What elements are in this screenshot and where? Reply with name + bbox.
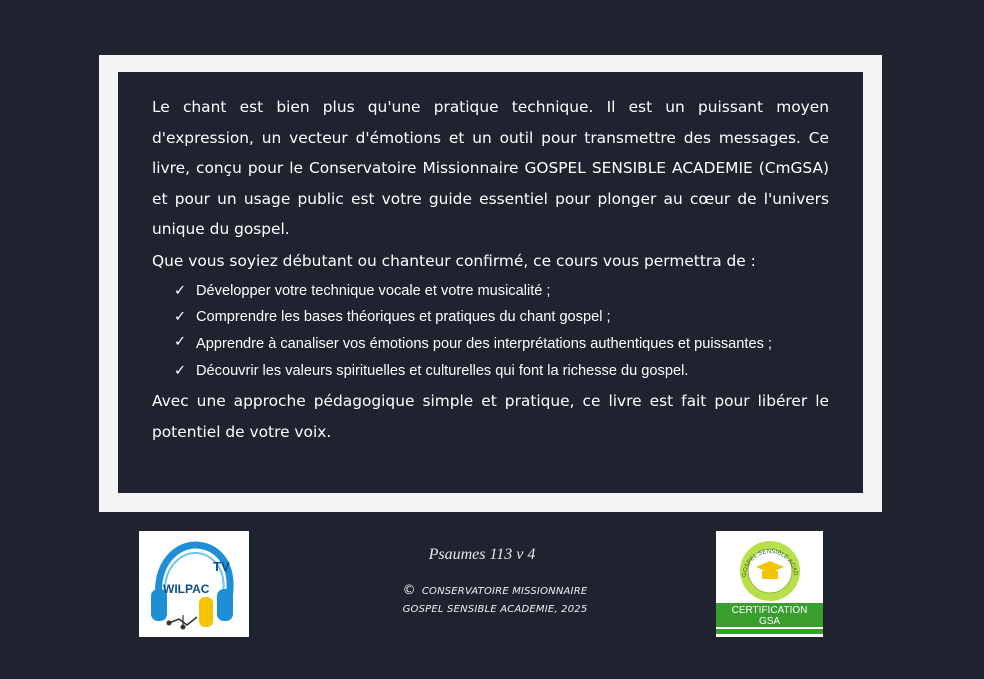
list-item: [174, 278, 829, 304]
headphones-icon: [139, 531, 249, 637]
seal-arc-text: GOSPEL SENSIBLE ACAD: [741, 548, 799, 578]
copyright-line-1: CONSERVATOIRE MISSIONNAIRE: [421, 586, 588, 597]
list-item: [174, 358, 829, 384]
wilpac-tv-logo: [139, 531, 249, 637]
copyright-line-2: GOSPEL SENSIBLE ACADEMIE, 2025: [402, 604, 588, 615]
list-item-text: Découvrir les valeurs spirituelles et culturelles qui font la richesse du gospel.: [196, 363, 689, 379]
logo-badge: TV: [213, 559, 230, 574]
list-item-text: Apprendre à canaliser vos émotions pour des interprétations authentiques et puissantes ;: [196, 336, 772, 352]
intro-paragraph: Le chant est bien plus qu'une pratique technique. Il est un puissant moyen d'expression, un vecteur d'émotions et un outil pour transmettre des messages. Ce livre, conçu pour le Conservatoire Missionnaire GOSPEL SENSIBLE ACADEMIE (CmGSA) et pour un usage public est votre guide essentiel pour plonger au cœur de l'univers unique du gospel.: [152, 98, 829, 238]
outro-paragraph: Avec une approche pédagogique simple et pratique, ce livre est fait pour libérer le potentiel de votre voix.: [152, 392, 829, 441]
cert-line-2: GSA: [758, 616, 781, 627]
list-item: [174, 304, 829, 330]
copyright-notice: [350, 582, 640, 619]
scripture-reference: Psaumes 113 v 4: [428, 546, 536, 563]
check-icon: ✓: [174, 309, 187, 325]
list-item: [174, 330, 829, 358]
copyright-icon: ©: [402, 583, 416, 598]
list-item-text: Développer votre technique vocale et votre musicalité ;: [196, 283, 551, 299]
cert-line-1: CERTIFICATION: [731, 605, 808, 616]
check-icon: ✓: [174, 363, 187, 379]
certification-badge-icon: [716, 531, 823, 637]
certification-gsa-logo: [716, 531, 823, 637]
logo-wordmark: WILPAC: [163, 582, 210, 596]
list-item-text: Comprendre les bases théoriques et pratiques du chant gospel ;: [196, 309, 611, 325]
description-panel: [118, 72, 863, 493]
benefit-list: [152, 278, 829, 384]
check-icon: ✓: [174, 334, 187, 350]
check-icon: ✓: [174, 283, 187, 299]
lead-sentence: Que vous soyiez débutant ou chanteur confirmé, ce cours vous permettra de :: [152, 251, 756, 270]
